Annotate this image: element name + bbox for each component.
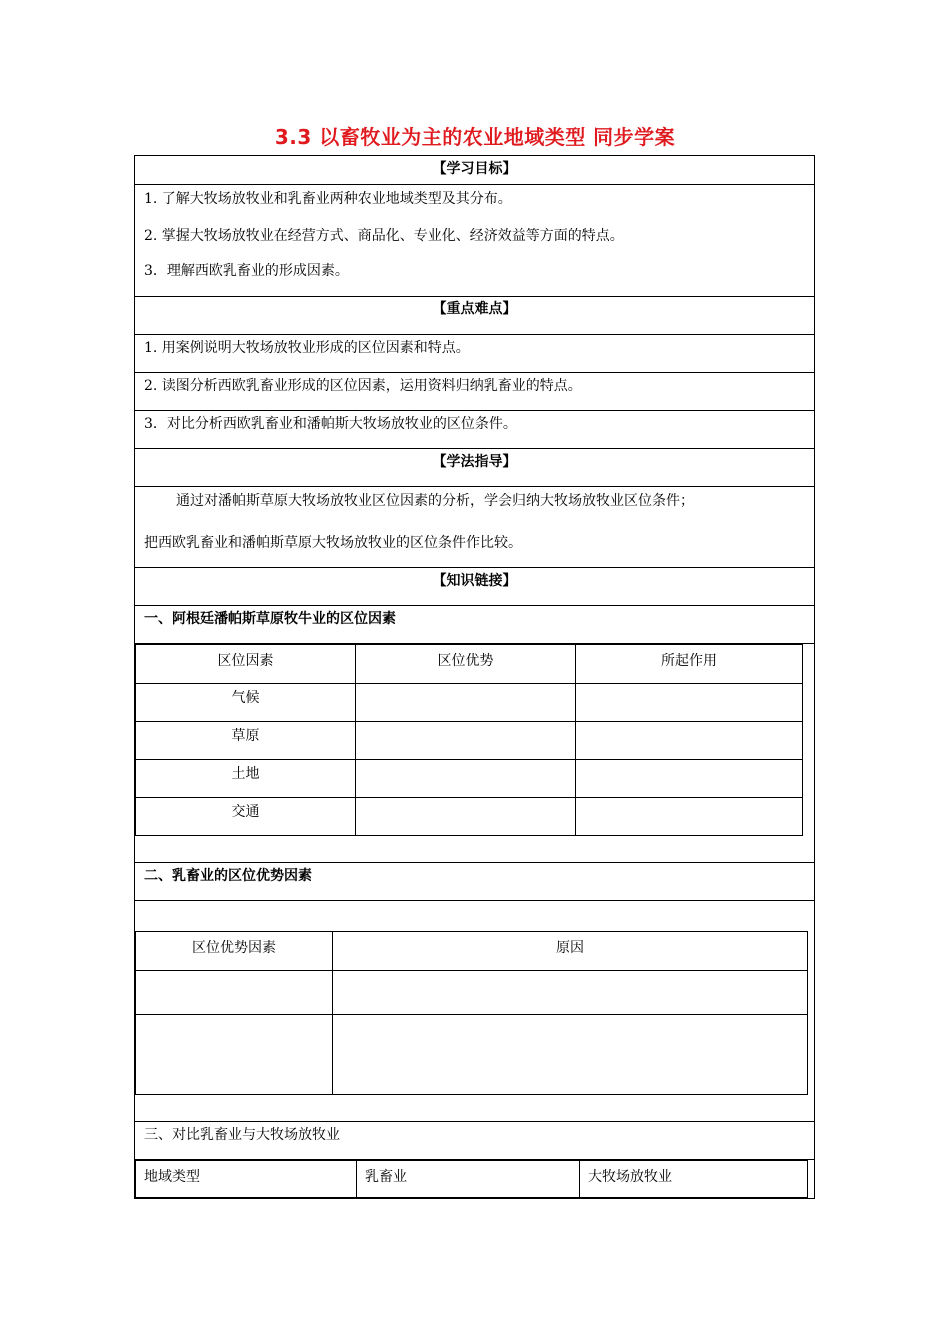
factor-cell: 气候 — [136, 684, 356, 722]
key-point-item: 1. 用案例说明大牧场放牧业形成的区位因素和特点。 — [144, 340, 470, 356]
goal-item: 3．理解西欧乳畜业的形成因素。 — [144, 263, 349, 279]
answer-cell[interactable] — [136, 1015, 333, 1095]
table-header-cell: 所起作用 — [576, 645, 803, 684]
table-header-cell: 区位因素 — [136, 645, 356, 684]
table-header-cell: 区位优势因素 — [136, 932, 333, 971]
dairy-factors-table — [135, 931, 808, 1095]
page-title: 3.3 以畜牧业为主的农业地域类型 同步学案 — [274, 125, 676, 149]
table-header-cell: 乳畜业 — [357, 1161, 580, 1198]
goal-item: 1. 了解大牧场放牧业和乳畜业两种农业地域类型及其分布。 — [144, 191, 512, 207]
rule — [134, 486, 815, 487]
method-text: 通过对潘帕斯草原大牧场放牧业区位因素的分析，学会归纳大牧场放牧业区位条件； — [176, 493, 694, 509]
goal-item: 2. 掌握大牧场放牧业在经营方式、商品化、专业化、经济效益等方面的特点。 — [144, 228, 624, 244]
method-header: 【学法指导】 — [432, 454, 517, 470]
answer-cell[interactable] — [356, 684, 576, 722]
rule — [134, 334, 815, 335]
location-factors-table — [135, 644, 803, 836]
answer-cell[interactable] — [576, 798, 803, 836]
answer-cell[interactable] — [356, 722, 576, 760]
rule — [134, 184, 815, 185]
answer-cell[interactable] — [576, 722, 803, 760]
table-header-cell: 区位优势 — [356, 645, 576, 684]
rule — [134, 372, 815, 373]
rule — [134, 862, 815, 863]
answer-cell[interactable] — [333, 971, 808, 1015]
key-point-item: 2. 读图分析西欧乳畜业形成的区位因素，运用资料归纳乳畜业的特点。 — [144, 378, 582, 394]
method-text: 把西欧乳畜业和潘帕斯草原大牧场放牧业的区位条件作比较。 — [144, 535, 522, 551]
rule — [134, 410, 815, 411]
rule — [134, 296, 815, 297]
rule — [134, 567, 815, 568]
section-title: 一、阿根廷潘帕斯草原牧牛业的区位因素 — [144, 611, 396, 627]
rule — [134, 1121, 815, 1122]
rule — [134, 448, 815, 449]
answer-cell[interactable] — [576, 760, 803, 798]
answer-cell[interactable] — [136, 971, 333, 1015]
section-title: 三、对比乳畜业与大牧场放牧业 — [144, 1127, 340, 1143]
comparison-table — [135, 1160, 808, 1198]
factor-cell: 土地 — [136, 760, 356, 798]
answer-cell[interactable] — [356, 760, 576, 798]
table-header-cell: 大牧场放牧业 — [580, 1161, 808, 1198]
factor-cell: 草原 — [136, 722, 356, 760]
table-header-cell: 原因 — [333, 932, 808, 971]
table-header-cell: 地域类型 — [136, 1161, 357, 1198]
key-point-item: 3．对比分析西欧乳畜业和潘帕斯大牧场放牧业的区位条件。 — [144, 416, 517, 432]
knowledge-header: 【知识链接】 — [432, 573, 517, 589]
key-points-header: 【重点难点】 — [432, 301, 517, 317]
answer-cell[interactable] — [333, 1015, 808, 1095]
goals-header: 【学习目标】 — [432, 161, 517, 177]
rule — [134, 900, 815, 901]
section-title: 二、乳畜业的区位优势因素 — [144, 868, 312, 884]
factor-cell: 交通 — [136, 798, 356, 836]
answer-cell[interactable] — [356, 798, 576, 836]
answer-cell[interactable] — [576, 684, 803, 722]
rule — [134, 155, 815, 156]
rule — [134, 1198, 815, 1199]
rule — [134, 605, 815, 606]
